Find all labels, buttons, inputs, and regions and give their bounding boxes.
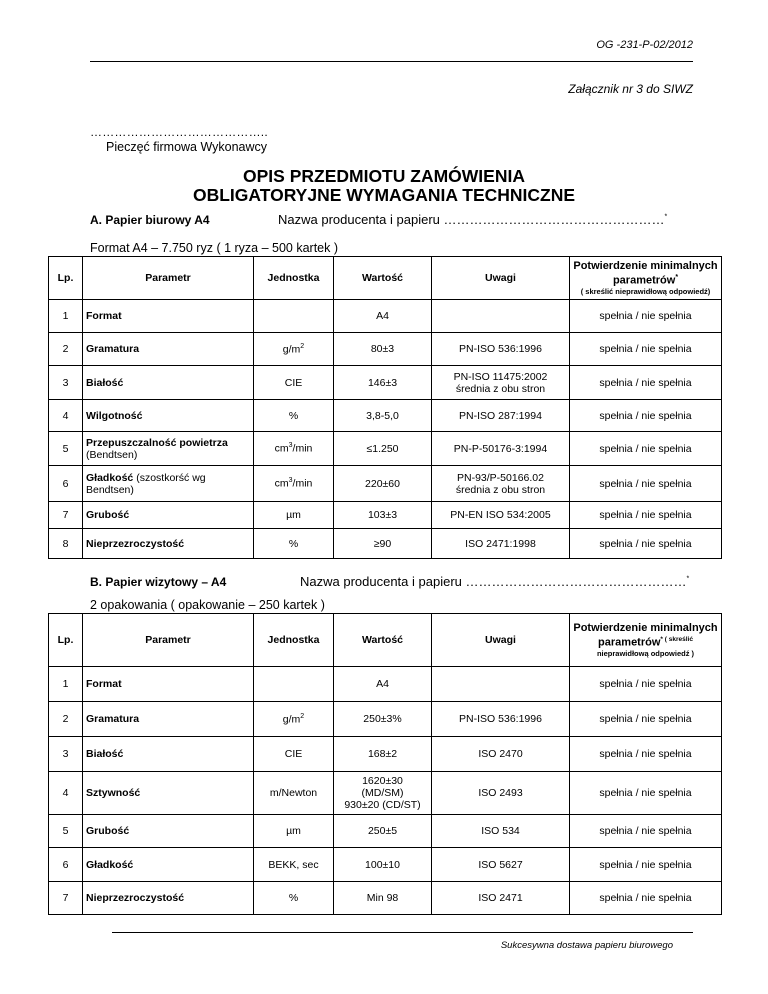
section-a-format: Format A4 – 7.750 ryz ( 1 ryza – 500 kartek ): [90, 241, 339, 255]
row-value: [334, 702, 432, 737]
row-unit-base: CIE: [284, 748, 303, 760]
row-value: [334, 815, 432, 848]
row-unit-sup: 3: [288, 477, 293, 485]
row-notes-line1: PN-ISO 11475:2002: [453, 370, 548, 383]
row-notes: PN-ISO 536:1996: [432, 702, 570, 737]
row-unit: [254, 848, 334, 882]
table-paper-a4: [48, 256, 722, 559]
stamp-dots: ……………………………………..: [90, 125, 268, 139]
row-notes: [432, 300, 570, 333]
row-unit-base: %: [288, 892, 299, 904]
row-value-line1: 250±5: [367, 825, 398, 837]
row-param: Sztywność: [83, 772, 254, 815]
row-lp: 4: [49, 772, 83, 815]
row-lp: 1: [49, 667, 83, 702]
row-unit-base: g/m: [282, 343, 301, 356]
row-notes: [432, 432, 570, 466]
row-param-name: Przepuszczalność powietrza: [86, 436, 228, 449]
row-unit: [254, 400, 334, 432]
row-unit: [254, 502, 334, 529]
row-param-name: Grubość: [86, 509, 130, 521]
col-param: Parametr: [83, 257, 254, 300]
row-param-name: Białość: [86, 376, 124, 389]
section-b-label: B. Papier wizytowy – A4: [90, 575, 227, 589]
col-value: Wartość: [334, 257, 432, 300]
col-lp: Lp.: [49, 257, 83, 300]
row-confirm: spełnia / nie spełnia: [570, 702, 722, 737]
section-a-producer-text: Nazwa producenta i papieru ……………………………………………: [278, 212, 665, 227]
row-lp: 7: [49, 882, 83, 915]
table-row: [49, 366, 722, 400]
row-param-name: Format: [86, 310, 122, 322]
section-a-label: A. Papier biurowy A4: [90, 213, 210, 227]
row-value-line1: 168±2: [367, 748, 398, 760]
row-param: Gramatura: [83, 702, 254, 737]
row-value-line2: (MD/SM): [361, 787, 404, 799]
row-confirm: spełnia / nie spełnia: [570, 466, 722, 502]
row-param: Grubość: [83, 815, 254, 848]
table-row: [49, 882, 722, 915]
row-unit-base: cm: [274, 477, 289, 490]
row-value: [334, 882, 432, 915]
col-confirm-note: nieprawidłową odpowiedź ): [596, 648, 695, 658]
row-value: A4: [334, 300, 432, 333]
row-confirm: spełnia / nie spełnia: [570, 400, 722, 432]
col-notes: Uwagi: [432, 257, 570, 300]
row-notes-line1: ISO 2471:1998: [465, 537, 536, 550]
row-value: [334, 772, 432, 815]
row-notes: ISO 2470: [432, 737, 570, 772]
row-lp: 7: [49, 502, 83, 529]
row-unit: [254, 815, 334, 848]
row-param: [83, 529, 254, 559]
row-unit: [254, 772, 334, 815]
col-confirm-text: Potwierdzenie minimalnych parametrów: [573, 622, 718, 649]
row-notes-line1: PN-P-50176-3:1994: [453, 442, 548, 455]
row-param: [83, 400, 254, 432]
row-confirm: spełnia / nie spełnia: [570, 529, 722, 559]
table-row: [49, 400, 722, 432]
table-row: [49, 815, 722, 848]
row-confirm: spełnia / nie spełnia: [570, 667, 722, 702]
row-param-name: Wilgotność: [86, 409, 143, 422]
col-unit: Jednostka: [254, 614, 334, 667]
row-unit: [254, 702, 334, 737]
row-value: 220±60: [334, 466, 432, 502]
col-confirm: [570, 257, 722, 300]
row-notes: [432, 400, 570, 432]
row-notes: [432, 366, 570, 400]
row-unit-base: cm: [274, 442, 289, 455]
table-row: [49, 667, 722, 702]
row-value: ≥90: [334, 529, 432, 559]
table-row: [49, 848, 722, 882]
row-param-name: Nieprzezroczystość: [86, 537, 185, 550]
row-unit: [254, 466, 334, 502]
col-confirm-text: Potwierdzenie minimalnych parametrów: [573, 260, 718, 287]
row-unit-suffix: /min: [292, 477, 313, 490]
row-notes: [432, 529, 570, 559]
table-row: [49, 466, 722, 502]
row-notes-line2: średnia z obu stron: [455, 382, 546, 395]
table-row: [49, 772, 722, 815]
row-value: [334, 667, 432, 702]
row-unit-sup: 3: [288, 442, 293, 450]
row-value-line1: 100±10: [365, 858, 400, 871]
row-unit: [254, 737, 334, 772]
row-lp: 3: [49, 366, 83, 400]
row-lp: 5: [49, 432, 83, 466]
row-notes-line1: PN-ISO 536:1996: [459, 343, 542, 355]
row-lp: 8: [49, 529, 83, 559]
row-value: [334, 848, 432, 882]
row-param-name: Gładkość: [86, 471, 134, 484]
row-param: [83, 300, 254, 333]
col-unit: Jednostka: [254, 257, 334, 300]
row-confirm: spełnia / nie spełnia: [570, 432, 722, 466]
col-notes: Uwagi: [432, 614, 570, 667]
footer-rule: [112, 932, 693, 933]
row-param: Format: [83, 667, 254, 702]
row-param: [83, 366, 254, 400]
row-confirm: spełnia / nie spełnia: [570, 502, 722, 529]
row-param: Białość: [83, 737, 254, 772]
col-confirm-mark: * ( skreślić: [660, 636, 693, 644]
row-confirm: spełnia / nie spełnia: [570, 772, 722, 815]
row-unit-sup: 2: [300, 712, 305, 720]
row-param-extra: (Bendtsen): [86, 448, 138, 461]
table-row: [49, 737, 722, 772]
row-param: [83, 502, 254, 529]
row-notes: ISO 2471: [432, 882, 570, 915]
row-confirm: spełnia / nie spełnia: [570, 848, 722, 882]
col-value: Wartość: [334, 614, 432, 667]
row-unit: [254, 333, 334, 366]
row-unit-base: µm: [286, 825, 301, 837]
row-value: 146±3: [334, 366, 432, 400]
row-lp: 1: [49, 300, 83, 333]
row-value: [334, 737, 432, 772]
row-param: [83, 432, 254, 466]
row-lp: 2: [49, 702, 83, 737]
row-lp: 5: [49, 815, 83, 848]
row-confirm: spełnia / nie spełnia: [570, 815, 722, 848]
row-param-extra: (szostkorść wg Bendtsen): [86, 471, 206, 496]
row-unit-base: CIE: [284, 376, 303, 389]
table-row: [49, 529, 722, 559]
row-notes-line1: PN-ISO 287:1994: [459, 409, 542, 422]
row-unit-base: m/Newton: [269, 787, 318, 799]
row-value: 103±3: [334, 502, 432, 529]
section-b-producer: [300, 574, 689, 589]
row-unit-sup: 2: [300, 342, 305, 350]
table-business-card-paper: [48, 613, 722, 915]
row-value-line1: A4: [376, 678, 389, 690]
row-lp: 3: [49, 737, 83, 772]
row-value: ≤1.250: [334, 432, 432, 466]
col-confirm-note: ( skreślić nieprawidłową odpowiedź): [580, 286, 711, 296]
section-b-producer-text: Nazwa producenta i papieru ……………………………………………: [300, 574, 687, 589]
row-unit: [254, 667, 334, 702]
row-notes: ISO 534: [432, 815, 570, 848]
table-row: [49, 702, 722, 737]
section-a-producer: [278, 212, 667, 227]
row-notes: [432, 502, 570, 529]
row-lp: 6: [49, 848, 83, 882]
row-unit: [254, 432, 334, 466]
row-notes: [432, 466, 570, 502]
col-param: Parametr: [83, 614, 254, 667]
row-param: Gładkość: [83, 848, 254, 882]
row-notes-line1: PN-EN ISO 534:2005: [450, 509, 551, 521]
row-value-line1: Min 98: [366, 892, 399, 904]
col-confirm: [570, 614, 722, 667]
row-value: 3,8-5,0: [334, 400, 432, 432]
row-unit: [254, 366, 334, 400]
company-stamp-label: Pieczęć firmowa Wykonawcy: [106, 140, 268, 154]
document-reference: OG -231-P-02/2012: [596, 39, 693, 51]
row-confirm: spełnia / nie spełnia: [570, 882, 722, 915]
annex-label: Załącznik nr 3 do SIWZ: [568, 82, 693, 96]
row-unit-base: g/m: [282, 713, 301, 726]
row-unit-base: %: [288, 409, 299, 422]
row-unit: [254, 300, 334, 333]
col-confirm-mark: *: [675, 274, 679, 282]
row-notes-line2: średnia z obu stron: [455, 483, 546, 496]
row-notes-line1: PN-93/P-50166.02: [457, 471, 544, 484]
table-row: [49, 432, 722, 466]
row-notes: [432, 667, 570, 702]
title-line-1: OPIS PRZEDMIOTU ZAMÓWIENIA: [243, 166, 525, 186]
row-value-line3: 930±20 (CD/ST): [344, 799, 421, 811]
row-param: Nieprzezroczystość: [83, 882, 254, 915]
row-notes: [432, 333, 570, 366]
row-confirm: spełnia / nie spełnia: [570, 737, 722, 772]
row-param: [83, 333, 254, 366]
row-lp: 4: [49, 400, 83, 432]
row-lp: 2: [49, 333, 83, 366]
row-notes: ISO 5627: [432, 848, 570, 882]
row-value-line1: 250±3%: [363, 713, 402, 725]
footer-text: Sukcesywna dostawa papieru biurowego: [500, 940, 673, 951]
row-unit: [254, 882, 334, 915]
title-line-2: OBLIGATORYJNE WYMAGANIA TECHNICZNE: [192, 185, 576, 205]
table-row: [49, 300, 722, 333]
row-value-line1: 1620±30: [362, 775, 403, 787]
col-lp: Lp.: [49, 614, 83, 667]
header-rule: [90, 61, 693, 62]
section-b-format: 2 opakowania ( opakowanie – 250 kartek ): [90, 598, 325, 612]
row-confirm: spełnia / nie spełnia: [570, 300, 722, 333]
row-unit-suffix: /min: [292, 442, 313, 455]
row-notes: ISO 2493: [432, 772, 570, 815]
table-row: [49, 333, 722, 366]
section-b-producer-mark: *: [686, 575, 690, 583]
row-param-name: Gramatura: [86, 343, 140, 355]
row-lp: 6: [49, 466, 83, 502]
row-unit-base: BEKK, sec: [268, 858, 319, 871]
row-unit-base: µm: [286, 509, 301, 521]
row-value: 80±3: [334, 333, 432, 366]
row-param: [83, 466, 254, 502]
table-row: [49, 502, 722, 529]
row-confirm: spełnia / nie spełnia: [570, 366, 722, 400]
section-a-producer-mark: *: [664, 213, 668, 221]
row-confirm: spełnia / nie spełnia: [570, 333, 722, 366]
row-unit: [254, 529, 334, 559]
row-unit-base: %: [288, 537, 299, 550]
